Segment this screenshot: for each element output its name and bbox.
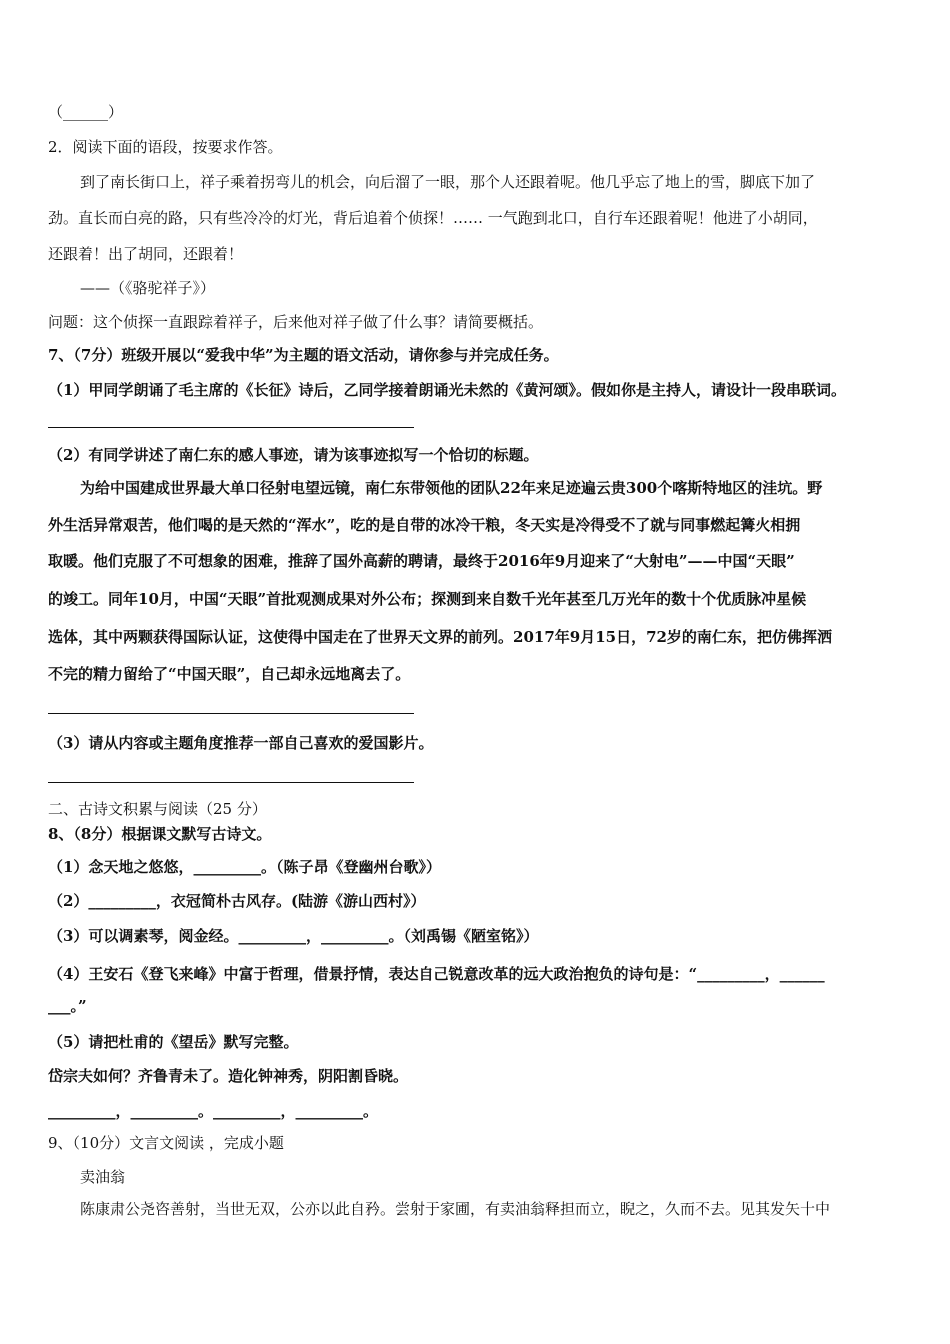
question-2-prompt: 问题：这个侦探一直跟踪着祥子，后来他对祥子做了什么事？请简要概括。 [48,313,544,331]
question-8-heading: 8、（8分）根据课文默写古诗文。 [48,825,272,843]
question-7-heading: 7、（7分）班级开展以“爱我中华”为主题的语文活动，请你参与并完成任务。 [48,346,559,364]
passage-line: 还跟着！出了胡同，还跟着！ [48,245,244,263]
poem-line: 岱宗夫如何？齐鲁青未了。造化钟神秀，阴阳割昏晓。 [48,1067,409,1085]
answer-line [48,782,414,783]
passage-line: 选体，其中两颗获得国际认证，这使得中国走在了世界天文界的前列。2017年9月15日，72岁的南仁东，把仿佛挥洒 [48,628,832,646]
question-9-heading: 9、（10分）文言文阅读 ，完成小题 [48,1134,284,1152]
section-title: 二、古诗文积累与阅读（25 分） [48,800,267,818]
answer-line [48,713,414,714]
passage-line: 不完的精力留给了“中国天眼”，自己却永远地离去了。 [48,665,411,683]
question-2-heading: 2．阅读下面的语段，按要求作答。 [48,138,283,156]
article-text: 陈康肃公尧咨善射，当世无双，公亦以此自矜。尝射于家圃，有卖油翁释担而立，睨之，久而不去。见其发矢十中 [80,1200,831,1218]
question-8-item-3: （3）可以调素琴，阅金经。_________，_________。（刘禹锡《陋室铭》） [48,927,539,945]
article-title: 卖油翁 [80,1168,126,1186]
passage-line: 外生活异常艰苦，他们喝的是天然的“浑水”，吃的是自带的冰冷干粮，冬天实是冷得受不了就与同事燃起篝火相拥 [48,516,801,534]
question-8-item-2: （2）_________，衣冠简朴古风存。(陆游《游山西村》） [48,892,426,910]
question-7-part-3: （3）请从内容或主题角度推荐一部自己喜欢的爱国影片。 [48,734,434,752]
question-7-part-2: （2）有同学讲述了南仁东的感人事迹，请为该事迹拟写一个恰切的标题。 [48,446,539,464]
passage-source: ——（《骆驼祥子》） [80,279,216,297]
question-8-item-4: （4）王安石《登飞来峰》中富于哲理，借景抒情，表达自己锐意改革的远大政治抱负的诗句是：“_________，______ [48,965,825,983]
answer-line [48,427,414,428]
poem-blanks: _________，_________。_________，_________。 [48,1102,379,1120]
question-8-item-4-cont: ___。” [48,997,87,1015]
question-7-part-1: （1）甲同学朗诵了毛主席的《长征》诗后，乙同学接着朗诵光未然的《黄河颂》。假如你是主持人，请设计一段串联词。 [48,381,846,399]
answer-blank: （______） [48,103,124,121]
passage-line: 的竣工。同年10月，中国“天眼”首批观测成果对外公布；探测到来自数千光年甚至几万光年的数十个优质脉冲星候 [48,590,807,608]
passage-line: 劲。直长而白亮的路，只有些冷冷的灯光，背后追着个侦探！…… 一气跑到北口，自行车还跟着呢！他进了小胡同， [48,209,818,227]
passage-line: 到了南长街口上，祥子乘着拐弯儿的机会，向后溜了一眼，那个人还跟着呢。他几乎忘了地上的雪，脚底下加了 [80,173,816,191]
question-8-item-5: （5）请把杜甫的《望岳》默写完整。 [48,1033,299,1051]
question-8-item-1: （1）念天地之悠悠，_________。（陈子昂《登幽州台歌》） [48,858,441,876]
passage-line: 为给中国建成世界最大单口径射电望远镜，南仁东带领他的团队22年来足迹遍云贵300个喀斯特地区的洼坑。野 [80,479,823,497]
passage-line: 取暖。他们克服了不可想象的困难，推辞了国外高薪的聘请，最终于2016年9月迎来了“大射电”——中国“天眼” [48,552,795,570]
